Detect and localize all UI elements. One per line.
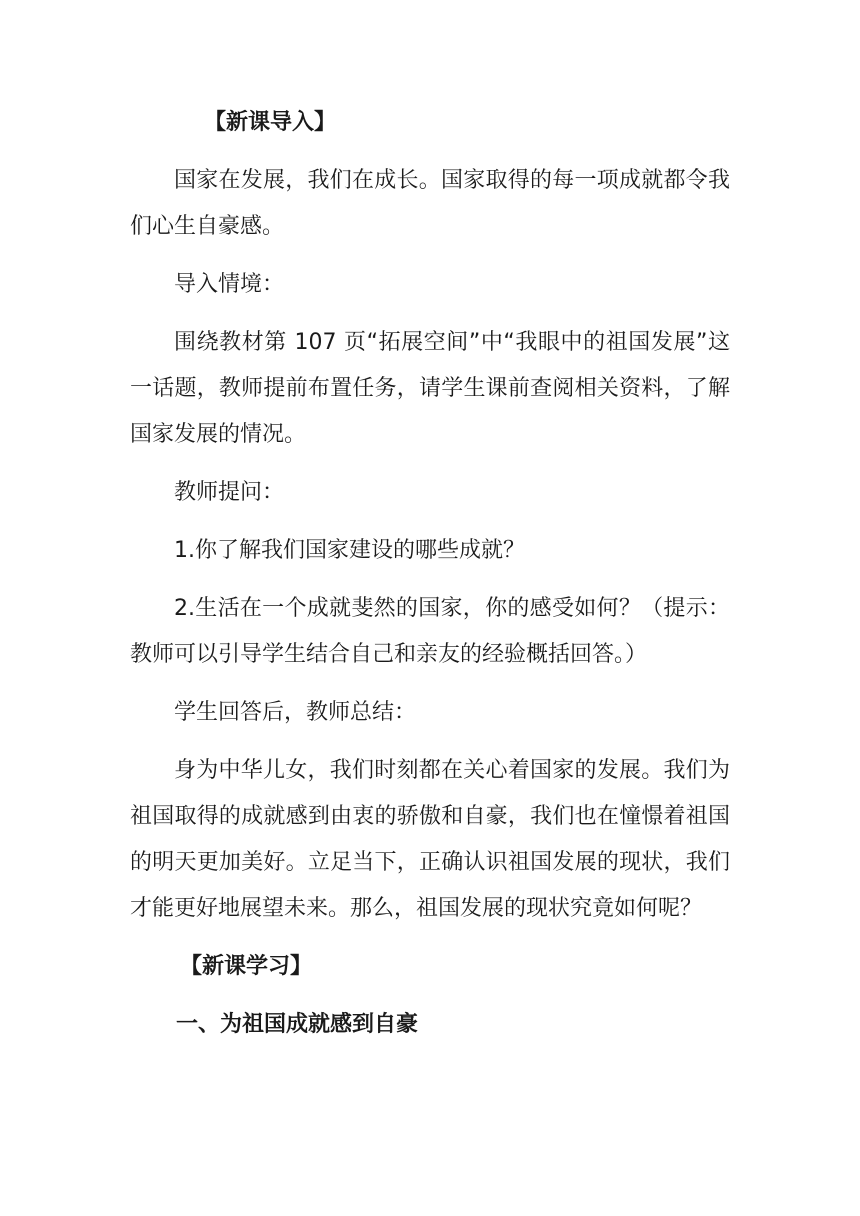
question-1: 1.你了解我们国家建设的哪些成就？: [174, 538, 525, 563]
summary-label: 学生回答后，教师总结：: [174, 700, 417, 725]
task-paragraph: 围绕教材第 107 页“拓展空间”中“我眼中的祖国发展”这一话题，教师提前布置任务，请学生课前查阅相关资料，了解国家发展的情况。: [130, 330, 730, 447]
learn-heading: 【新课学习】: [180, 954, 313, 979]
section-1-heading: 一、为祖国成就感到自豪: [176, 1012, 419, 1037]
situation-label: 导入情境：: [174, 272, 285, 297]
teacher-ask-label: 教师提问：: [174, 480, 285, 505]
intro-heading: 【新课导入】: [204, 110, 337, 135]
question-2: 2.生活在一个成就斐然的国家，你的感受如何？（提示：教师可以引导学生结合自己和亲友的经验概括回答。）: [130, 596, 730, 667]
intro-paragraph: 国家在发展，我们在成长。国家取得的每一项成就都令我们心生自豪感。: [130, 168, 730, 239]
document-page: [130, 100, 730, 1060]
summary-paragraph: 身为中华儿女，我们时刻都在关心着国家的发展。我们为祖国取得的成就感到由衷的骄傲和自豪，我们也在憧憬着祖国的明天更加美好。立足当下，正确认识祖国发展的现状，我们才能更好地展望未来。那么，祖国发展的现状究竟如何呢？: [130, 758, 730, 921]
